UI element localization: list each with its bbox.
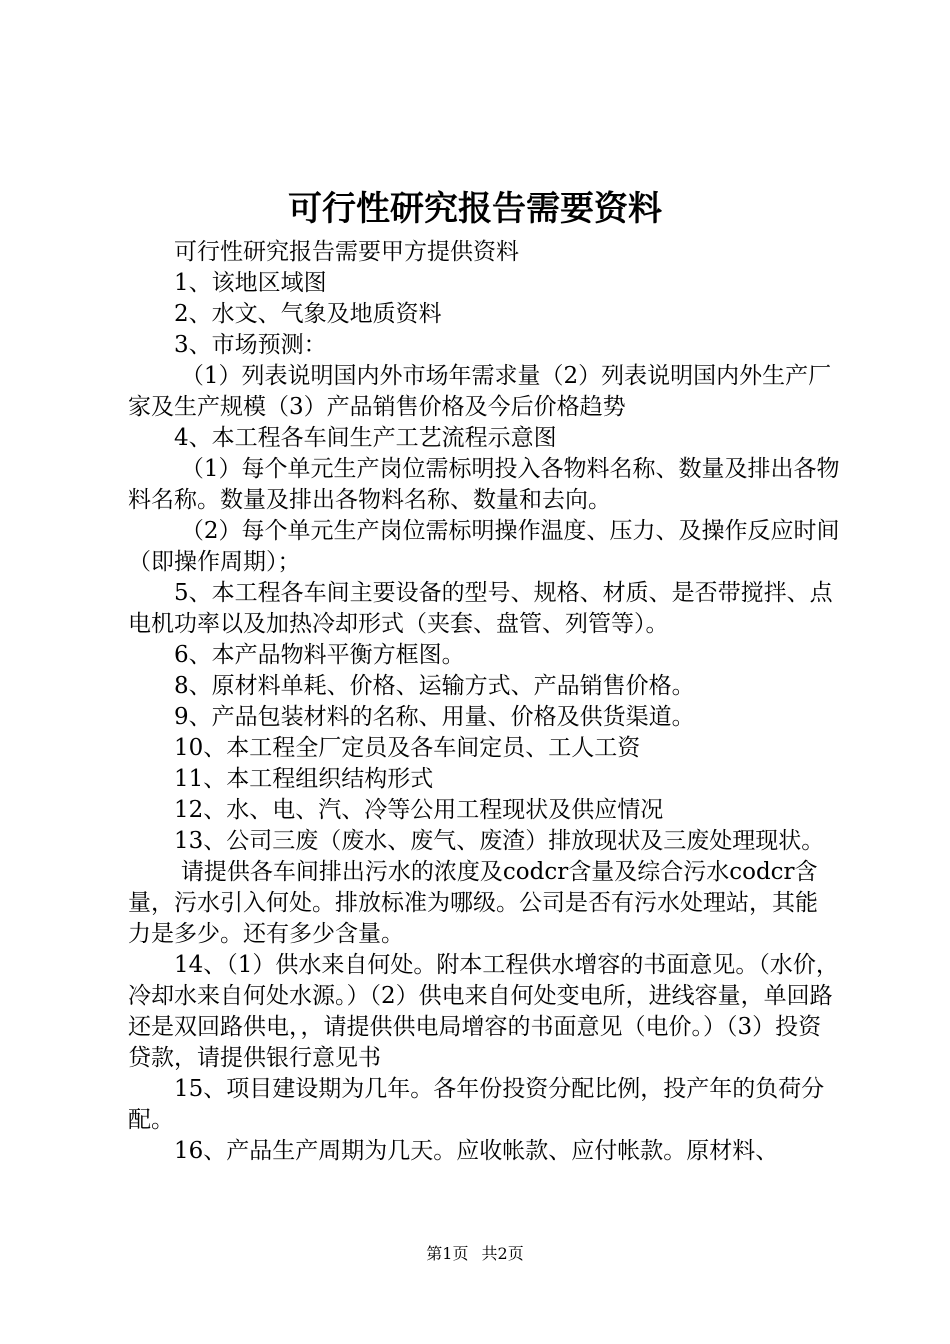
paragraph: （1）每个单元生产岗位需标明投入各物料名称、数量及排出各物料名称。数量及排出各物料名称、数量和去向。	[128, 456, 840, 513]
paragraph: 12、水、电、汽、冷等公用工程现状及供应情况	[174, 797, 664, 823]
paragraph: 9、产品包装材料的名称、用量、价格及供货渠道。	[174, 704, 695, 730]
paragraph: （2）每个单元生产岗位需标明操作温度、压力、及操作反应时间（即操作周期）；	[128, 518, 840, 575]
paragraph: 8、原材料单耗、价格、运输方式、产品销售价格。	[174, 673, 695, 699]
paragraph: 请提供各车间排出污水的浓度及codcr含量及综合污水codcr含量，污水引入何处。排放标准为哪级。公司是否有污水处理站，其能力是多少。还有多少含量。	[128, 859, 818, 947]
paragraph: 5、本工程各车间主要设备的型号、规格、材质、是否带搅拌、点电机功率以及加热冷却形式（夹套、盘管、列管等）。	[128, 580, 833, 637]
paragraph: 11、本工程组织结构形式	[174, 766, 434, 792]
paragraph: 3、市场预测：	[174, 332, 327, 358]
paragraph: 13、公司三废（废水、废气、废渣）排放现状及三废处理现状。	[174, 828, 825, 854]
paragraph: 4、本工程各车间生产工艺流程示意图	[174, 425, 557, 451]
paragraph: 可行性研究报告需要甲方提供资料	[174, 239, 519, 265]
document-title: 可行性研究报告需要资料	[288, 189, 662, 229]
paragraph: 15、项目建设期为几年。各年份投资分配比例，投产年的负荷分配。	[128, 1076, 825, 1133]
paragraph: 6、本产品物料平衡方框图。	[174, 642, 465, 668]
page-number-current: 第1页	[426, 1244, 469, 1263]
paragraph: 16、产品生产周期为几天。应收帐款、应付帐款。原材料、	[174, 1138, 779, 1164]
page-number-total: 共2页	[481, 1244, 524, 1263]
paragraph: 1、该地区域图	[174, 270, 327, 296]
paragraph: 14、（1）供水来自何处。附本工程供水增容的书面意见。（水价，冷却水来自何处水源。）（2）供电来自何处变电所，进线容量，单回路还是双回路供电，，请提供供电局增容的书面意见（电价。）（3）投资贷款，请提供银行意见书	[128, 952, 839, 1071]
paragraph: （1）列表说明国内外市场年需求量（2）列表说明国内外生产厂家及生产规模（3）产品销售价格及今后价格趋势	[128, 363, 832, 420]
page-footer	[0, 1243, 950, 1265]
paragraph: 10、本工程全厂定员及各车间定员、工人工资	[174, 735, 641, 761]
document-body	[128, 237, 840, 1167]
paragraph: 2、水文、气象及地质资料	[174, 301, 442, 327]
